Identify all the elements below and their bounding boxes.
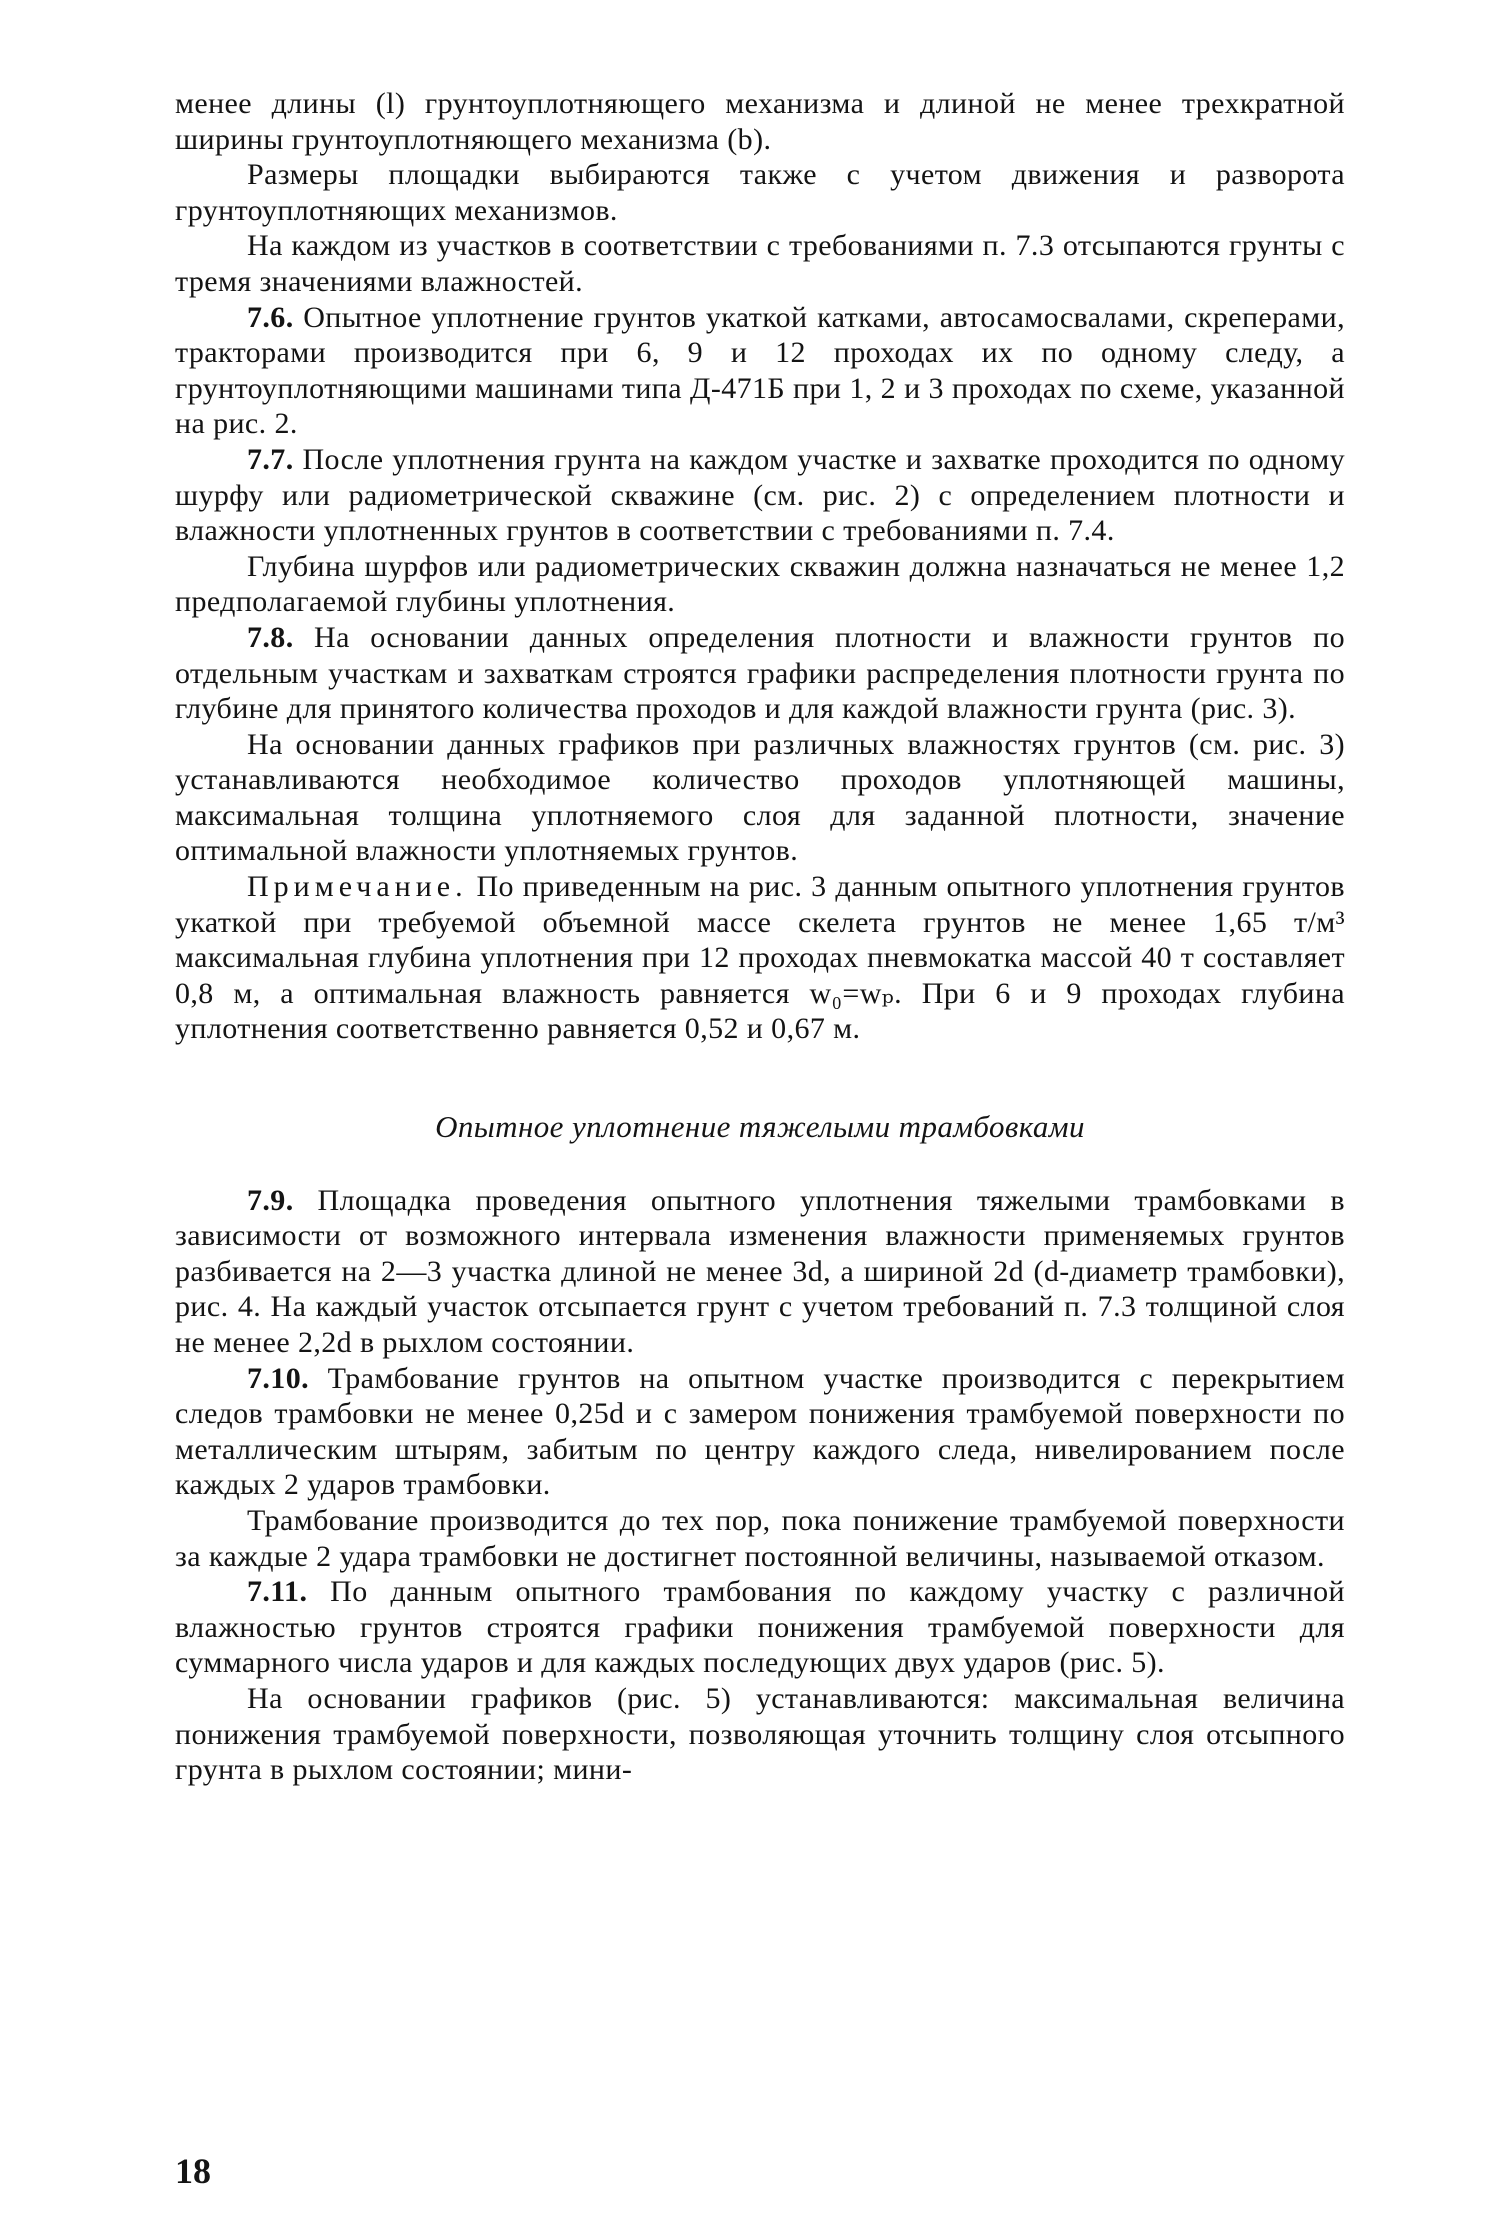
paragraph-note xyxy=(175,869,1345,1047)
paragraph-7-11 xyxy=(175,1574,1345,1681)
clause-text: Площадка проведения опытного уплотнения тяжелыми трамбовками в зависимости от возможного интервала изменения влажности применяемых грунтов разбивается на 2—3 участка длиной не менее 3d, а шириной 2d (d-диаметр трамбовки), рис. 4. На каждый участок отсыпается грунт с учетом требований п. 7.3 толщиной слоя не менее 2,2d в рыхлом состоянии. xyxy=(175,1183,1345,1359)
paragraph-7-10 xyxy=(175,1361,1345,1503)
paragraph-graph-results: На основании данных графиков при различных влажностях грунтов (см. рис. 3) устанавливаются необходимое количество проходов уплотняющей машины, максимальная толщина уплотняемого слоя для заданной плотности, значение оптимальной влажности уплотняемых грунтов. xyxy=(175,727,1345,868)
paragraph-7-7 xyxy=(175,442,1345,549)
paragraph-graph-conclusions: На основании графиков (рис. 5) устанавливаются: максимальная величина понижения трамбуемой поверхности, позволяющая уточнить толщину слоя отсыпного грунта в рыхлом состоянии; мини- xyxy=(175,1681,1345,1787)
paragraph-7-8 xyxy=(175,620,1345,727)
clause-number: 7.7. xyxy=(247,442,294,476)
paragraph-moisture-values: На каждом из участков в соответствии с требованиями п. 7.3 отсыпаются грунты с тремя значениями влажностей. xyxy=(175,229,1345,298)
clause-number: 7.6. xyxy=(247,300,294,334)
paragraph-7-9 xyxy=(175,1183,1345,1361)
clause-number: 7.8. xyxy=(247,620,294,654)
paragraph-continuation: менее длины (l) грунтоуплотняющего механизма и длиной не менее трехкратной ширины грунтоуплотняющего механизма (b). xyxy=(175,87,1345,156)
body-text xyxy=(175,86,1345,1788)
clause-text: Опытное уплотнение грунтов укаткой катками, автосамосвалами, скреперами, тракторами производится при 6, 9 и 12 проходах их по одному следу, а грунтоуплотняющими машинами типа Д-471Б при 1, 2 и 3 проходах по схеме, указанной на рис. 2. xyxy=(175,300,1345,441)
paragraph-refusal: Трамбование производится до тех пор, пока понижение трамбуемой поверхности за каждые 2 удара трамбовки не достигнет постоянной величины, называемой отказом. xyxy=(175,1503,1345,1573)
paragraph-pit-depth: Глубина шурфов или радиометрических скважин должна назначаться не менее 1,2 предполагаемой глубины уплотнения. xyxy=(175,549,1345,619)
paragraph-7-6 xyxy=(175,300,1345,442)
clause-text: Трамбование грунтов на опытном участке производится с перекрытием следов трамбовки не менее 0,25d и с замером понижения трамбуемой поверхности по металлическим штырям, забитым по центру каждого следа, нивелированием после каждых 2 ударов трамбовки. xyxy=(175,1361,1345,1502)
page-number: 18 xyxy=(175,2151,211,2191)
clause-number: 7.9. xyxy=(247,1183,294,1217)
note-label: Примечание. xyxy=(247,870,468,904)
clause-text: По данным опытного трамбования по каждому участку с различной влажностью грунтов строятся графики понижения трамбуемой поверхности для суммарного числа ударов и для каждых последующих двух ударов (рис. 5). xyxy=(175,1575,1345,1680)
clause-text: После уплотнения грунта на каждом участке и захватке проходится по одному шурфу или радиометрической скважине (см. рис. 2) с определением плотности и влажности уплотненных грунтов в соответствии с требованиями п. 7.4. xyxy=(175,442,1345,548)
clause-text: На основании данных определения плотности и влажности грунтов по отдельным участкам и захваткам строятся графики распределения плотности грунта по глубине для принятого количества проходов и для каждой влажности грунта (рис. 3). xyxy=(175,620,1345,726)
section-heading: Опытное уплотнение тяжелыми трамбовками xyxy=(435,1109,1085,1145)
clause-number: 7.10. xyxy=(247,1361,309,1395)
paragraph-site-dimensions: Размеры площадки выбираются также с учетом движения и разворота грунтоуплотняющих механизмов. xyxy=(175,158,1345,227)
clause-number: 7.11. xyxy=(247,1575,308,1609)
note-text: По приведенным на рис. 3 данным опытного уплотнения грунтов укаткой при требуемой объемной массе скелета грунтов не менее 1,65 т/м³ максимальная глубина уплотнения при 12 проходах пневмокатка массой 40 т составляет 0,8 м, а оптимальная влажность равняется w₀=wₚ. При 6 и 9 проходах глубина уплотнения соответственно равняется 0,52 и 0,67 м. xyxy=(175,870,1345,1046)
